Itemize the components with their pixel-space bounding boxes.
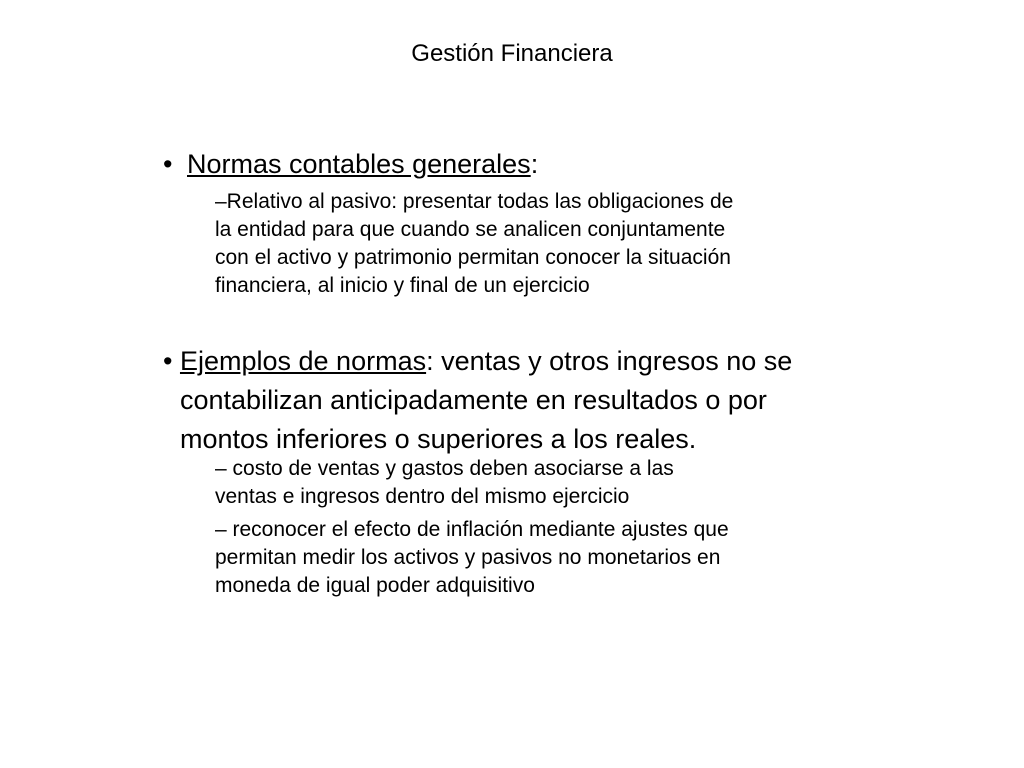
- bullet-heading: Ejemplos de normas: [179, 346, 427, 376]
- bullet-heading-suffix: :: [530, 149, 539, 179]
- bullet-ejemplos-normas: [163, 342, 863, 459]
- sub-bullet-line: financiera, al inicio y final de un ejercicio: [215, 274, 590, 297]
- bullet-normas-contables: [163, 147, 883, 181]
- bullet-first-line-text: : ventas y otros ingresos no se: [426, 346, 793, 376]
- sub-bullet-line: – costo de ventas y gastos deben asociarse a las: [215, 457, 674, 480]
- sub-bullet-line: moneda de igual poder adquisitivo: [215, 574, 535, 597]
- sub-bullet-line: con el activo y patrimonio permitan conocer la situación: [215, 246, 731, 269]
- bullet-first-line: [163, 342, 863, 381]
- bullet-continuation-line: montos inferiores o superiores a los reales.: [180, 424, 697, 454]
- sub-bullet-inflacion: [215, 516, 865, 600]
- sub-bullet-line: ventas e ingresos dentro del mismo ejercicio: [215, 485, 630, 508]
- bullet-marker: •: [163, 346, 173, 376]
- sub-bullet-line: –Relativo al pasivo: presentar todas las obligaciones de: [215, 190, 734, 213]
- bullet-continuation-line: contabilizan anticipadamente en resultados o por: [180, 385, 767, 415]
- sub-bullet-pasivo: [215, 188, 865, 300]
- sub-bullet-line: – reconocer el efecto de inflación mediante ajustes que: [215, 518, 729, 541]
- sub-bullet-line: permitan medir los activos y pasivos no monetarios en: [215, 546, 721, 569]
- bullet-heading: Normas contables generales: [187, 149, 531, 179]
- sub-bullet-costo-ventas: [215, 455, 865, 511]
- bullet-marker: •: [163, 149, 173, 179]
- sub-bullet-line: la entidad para que cuando se analicen conjuntamente: [215, 218, 726, 241]
- slide-title: Gestión Financiera: [411, 40, 613, 67]
